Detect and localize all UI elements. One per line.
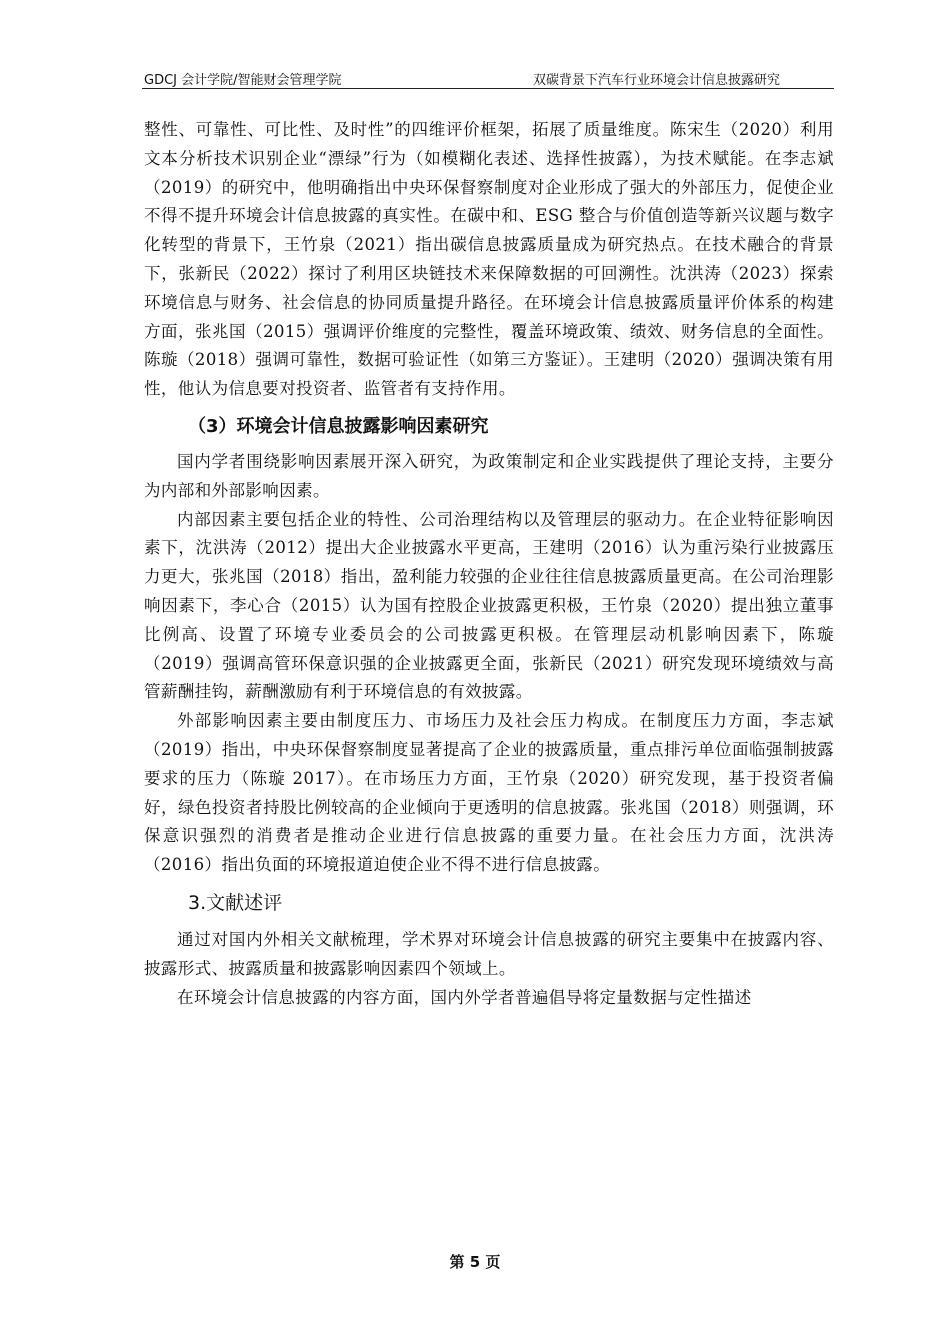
section-heading-influencing-factors: （3）环境会计信息披露影响因素研究 <box>188 415 489 437</box>
document-body <box>144 116 834 1012</box>
page-header <box>142 66 834 89</box>
section-heading-literature-review: 3.文献述评 <box>188 891 283 914</box>
paragraph-review-content: 在环境会计信息披露的内容方面，国内外学者普遍倡导将定量数据与定性描述 <box>177 987 752 1007</box>
header-school: GDCJ 会计学院/智能财会管理学院 <box>144 73 342 88</box>
paragraph-quality-evaluation: 整性、可靠性、可比性、及时性”的四维评价框架，拓展了质量维度。陈宋生（2020）利用文本分析技术识别企业“漂绿”行为（如模糊化表述、选择性披露），为技术赋能。在李志斌（2019）的研究中，他明确指出中央环保督察制度对企业形成了强大的外部压力，促使企业不得不提升环境会计信息披露的真实性。在碳中和、ESG 整合与价值创造等新兴议题与数字化转型的背景下，王竹泉（2021）指出碳信息披露质量成为研究热点。在技术融合的背景下，张新民（2022）探讨了利用区块链技术来保障数据的可回溯性。沈洪涛（2023）探索环境信息与财务、社会信息的协同质量提升路径。在环境会计信息披露质量评价体系的构建方面，张兆国（2015）强调评价维度的完整性，覆盖环境政策、绩效、财务信息的全面性。陈璇（2018）强调可靠性，数据可验证性（如第三方鉴证）。王建明（2020）强调决策有用性，他认为信息要对投资者、监管者有支持作用。 <box>144 120 834 399</box>
paragraph-factors-intro: 国内学者围绕影响因素展开深入研究，为政策制定和企业实践提供了理论支持，主要分为内部和外部影响因素。 <box>144 451 834 500</box>
header-thesis-title: 双碳背景下汽车行业环境会计信息披露研究 <box>532 73 780 88</box>
paragraph-internal-factors: 内部因素主要包括企业的特性、公司治理结构以及管理层的驱动力。在企业特征影响因素下，沈洪涛（2012）提出大企业披露水平更高，王建明（2016）认为重污染行业披露压力更大，张兆国（2018）指出，盈利能力较强的企业往往信息披露质量更高。在公司治理影响因素下，李心合（2015）认为国有控股企业披露更积极，王竹泉（2020）提出独立董事比例高、设置了环境专业委员会的公司披露更积极。在管理层动机影响因素下，陈璇（2019）强调高管环保意识强的企业披露更全面，张新民（2021）研究发现环境绩效与高管薪酬挂钩，薪酬激励有利于环境信息的有效披露。 <box>144 509 834 702</box>
paragraph-review-summary: 通过对国内外相关文献梳理，学术界对环境会计信息披露的研究主要集中在披露内容、披露形式、披露质量和披露影响因素四个领域上。 <box>144 929 834 978</box>
page-number: 第 5 页 <box>449 1253 501 1271</box>
paragraph-external-factors: 外部影响因素主要由制度压力、市场压力及社会压力构成。在制度压力方面，李志斌（2019）指出，中央环保督察制度显著提高了企业的披露质量，重点排污单位面临强制披露要求的压力（陈璇 2017）。在市场压力方面，王竹泉（2020）研究发现，基于投资者偏好，绿色投资者持股比例较高的企业倾向于更透明的信息披露。张兆国（2018）则强调，环保意识强烈的消费者是推动企业进行信息披露的重要力量。在社会压力方面，沈洪涛（2016）指出负面的环境报道迫使企业不得不进行信息披露。 <box>144 711 834 875</box>
